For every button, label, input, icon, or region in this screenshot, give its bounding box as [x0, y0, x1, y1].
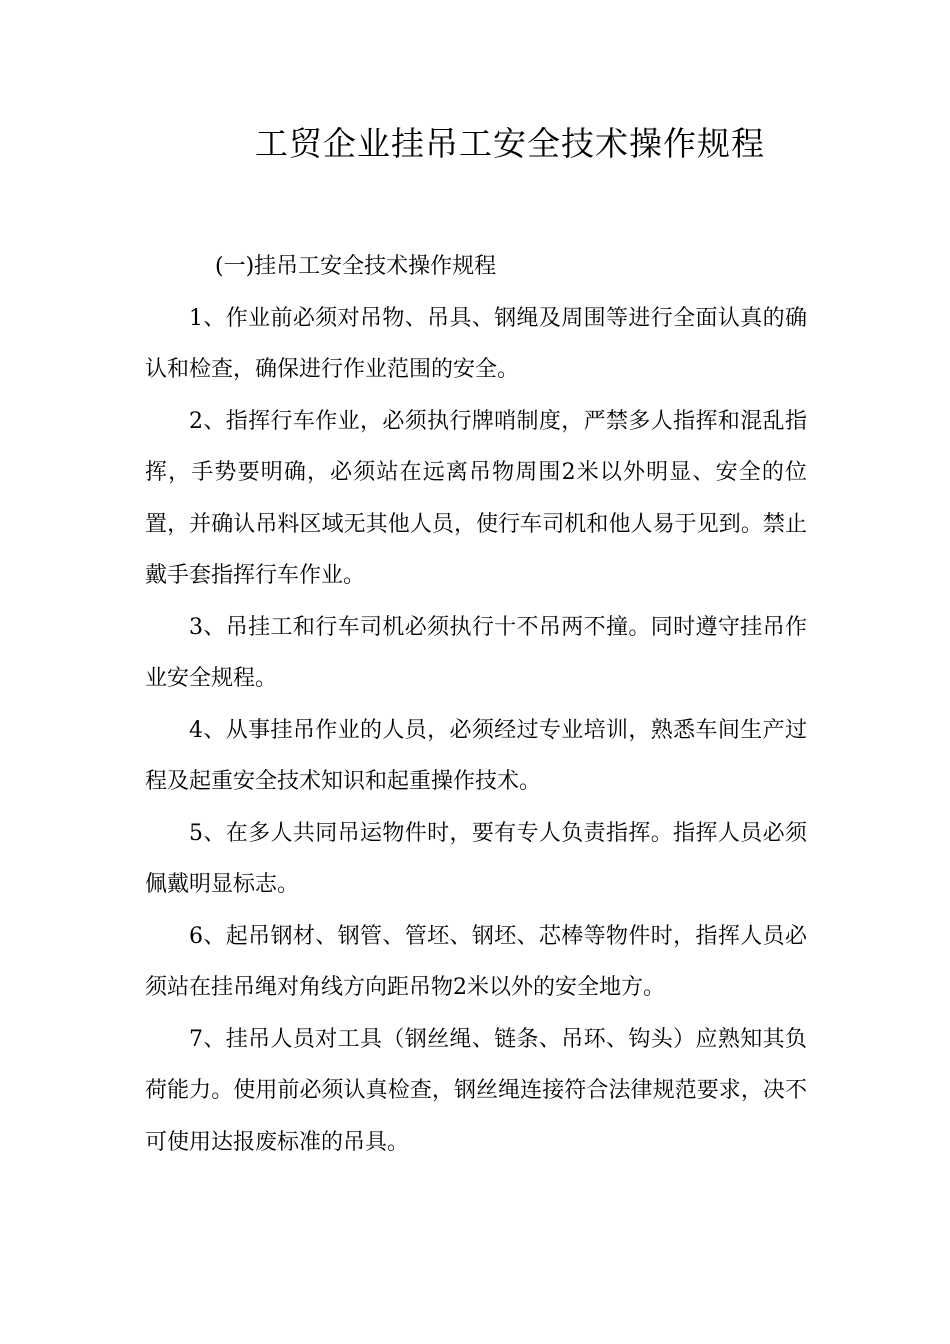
- paragraph-1: 1、作业前必须对吊物、吊具、钢绳及周围等进行全面认真的确认和检查，确保进行作业范围的安全。: [145, 305, 807, 382]
- paragraph-7: 7、挂吊人员对工具（钢丝绳、链条、吊环、钩头）应熟知其负荷能力。使用前必须认真检查，钢丝绳连接符合法律规范要求，决不可使用达报废标准的吊具。: [145, 1026, 807, 1155]
- document-title: 工贸企业挂吊工安全技术操作规程: [255, 124, 765, 163]
- paragraph-4: 4、从事挂吊作业的人员，必须经过专业培训，熟悉车间生产过程及起重安全技术知识和起重操作技术。: [145, 717, 807, 794]
- document-body: [145, 241, 807, 1168]
- paragraph-6: 6、起吊钢材、钢管、管坯、钢坯、芯棒等物件时，指挥人员必须站在挂吊绳对角线方向距吊物2米以外的安全地方。: [145, 923, 807, 1000]
- paragraph-3: 3、吊挂工和行车司机必须执行十不吊两不撞。同时遵守挂吊作业安全规程。: [145, 614, 807, 691]
- paragraph-5: 5、在多人共同吊运物件时，要有专人负责指挥。指挥人员必须佩戴明显标志。: [145, 820, 807, 897]
- section-heading: (一)挂吊工安全技术操作规程: [215, 254, 497, 279]
- paragraph-2: 2、指挥行车作业，必须执行牌哨制度，严禁多人指挥和混乱指挥，手势要明确，必须站在远离吊物周围2米以外明显、安全的位置，并确认吊料区域无其他人员，使行车司机和他人易于见到。禁止戴手套指挥行车作业。: [145, 408, 807, 588]
